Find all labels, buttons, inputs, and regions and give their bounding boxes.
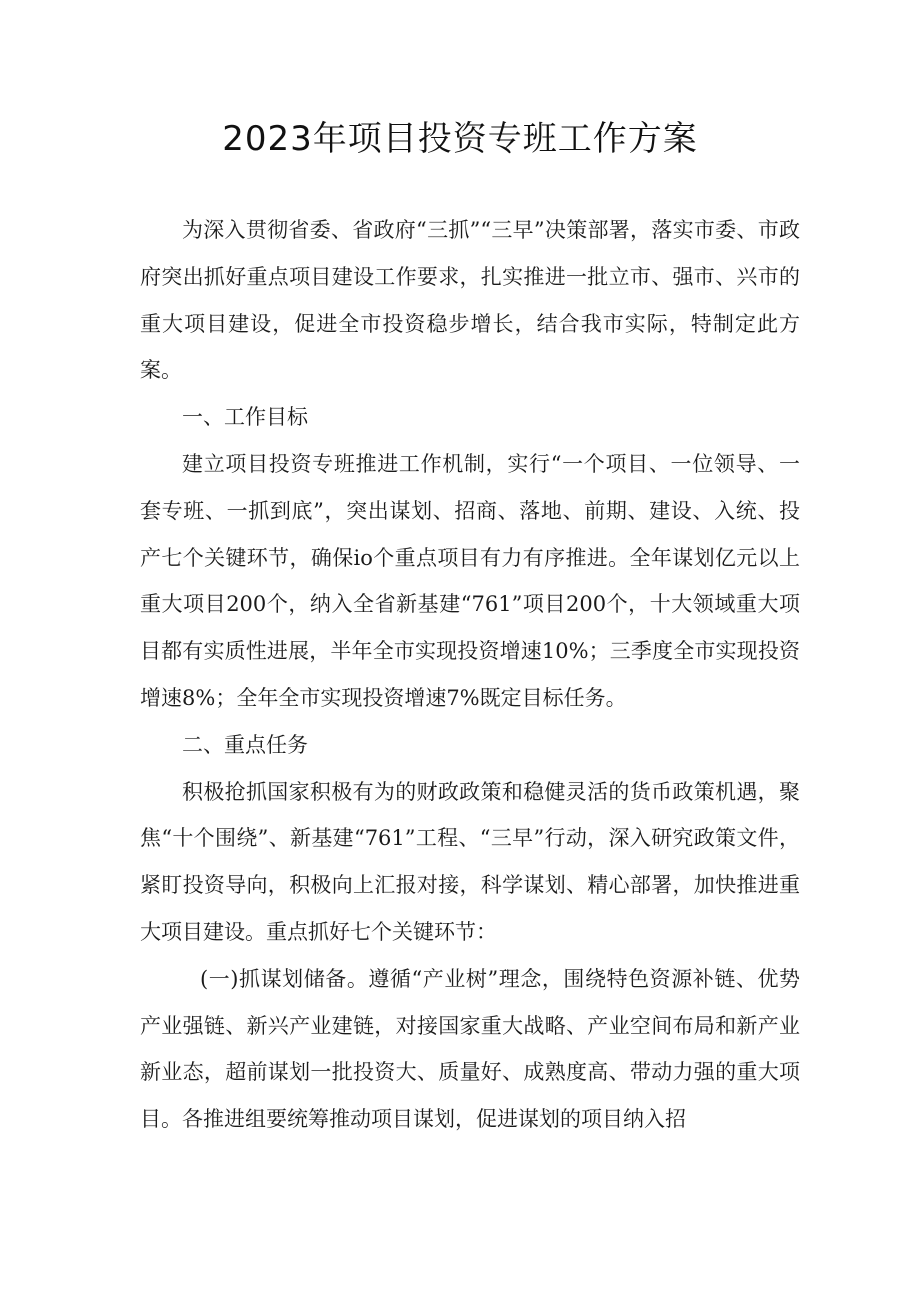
section-heading-work-goals: 一、工作目标: [182, 405, 308, 430]
task-item-planning-reserve: (一)抓谋划储备。遵循“产业树”理念，围绕特色资源补链、优势产业强链、新兴产业建链，对接国家重大战略、产业空间布局和新产业新业态，超前谋划一批投资大、质量好、成熟度高、带动力强的重大项目。各推进组要统筹推动项目谋划，促进谋划的项目纳入招: [140, 966, 800, 1132]
work-goals-paragraph: 建立项目投资专班推进工作机制，实行“一个项目、一位领导、一套专班、一抓到底”，突出谋划、招商、落地、前期、建设、入统、投产七个关键环节，确保io个重点项目有力有序推进。全年谋划亿元以上重大项目200个，纳入全省新基建“761”项目200个，十大领域重大项目都有实质性进展，半年全市实现投资增速10%；三季度全市实现投资增速8%；全年全市实现投资增速7%既定目标任务。: [140, 451, 800, 710]
key-tasks-paragraph: 积极抢抓国家积极有为的财政政策和稳健灵活的货币政策机遇，聚焦“十个围绕”、新基建“761”工程、“三早”行动，深入研究政策文件，紧盯投资导向，积极向上汇报对接，科学谋划、精心部署，加快推进重大项目建设。重点抓好七个关键环节：: [140, 779, 800, 944]
section-heading-key-tasks: 二、重点任务: [182, 732, 308, 757]
document-body: [140, 207, 800, 1143]
document-title: 2023年项目投资专班工作方案: [222, 119, 698, 159]
intro-paragraph: 为深入贯彻省委、省政府“三抓”“三早”决策部署，落实市委、市政府突出抓好重点项目建设工作要求，扎实推进一批立市、强市、兴市的重大项目建设，促进全市投资稳步增长，结合我市实际，特制定此方案。: [140, 218, 800, 383]
